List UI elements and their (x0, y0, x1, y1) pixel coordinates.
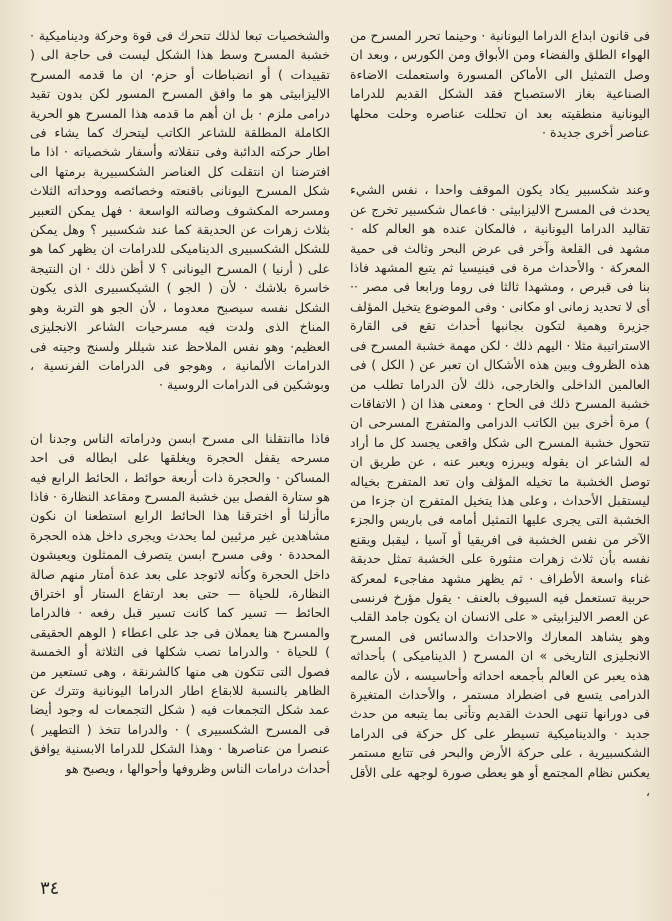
right-column (350, 26, 650, 801)
left-paragraph-1: والشخصيات تبعا لذلك تتحرك فى قوة وحركة وديناميكية · خشبة المسرح وسط هذا الشكل ليست فى حاجة الى ( تقييدات ) أو انضباطات أو حزم· ان ما قدمه المسرح الاليزابيثى هو ما وافق المسرح المسور لكن بدون تقيد درامى ملزم · بل ان أهم ما قدمه هذا المسرح هو الحرية الكاملة المطلقة للشاعر الكاتب ليتحرك كما يشاء فى اطار حركته الدائبة وفى تنقلاته وأسفار شخصياته · اذا ما افترضنا ان انتقلت كل العناصر الشكسبيرية برمتها الى شكل المسرح اليونانى باقنعته وخصائصه ووحداته الثلاث ومسرحه المكشوف وصالته الواسعة · فهل يمكن التعبير بثلاث زهرات عن الحديقة كما عند شكسبير ؟ وهل يمكن للشكل الشكسبيرى الديناميكى للدرامات ان يظهر كما هو على ( أرنيا ) المسرح اليونانى ؟ لا أظن ذلك · ان النتيجة خاسرة بلاشك · لأن ( الجو ) الشيكسبيرى الذى يكون الشكل نفسه سيصبح معدوما ، لأن الجو هو التربة وهو المناخ الذى ولدت فيه مسرحيات الشاعر الانجليزى العظيم· وهو نفس الملاحظ عند شيللر ولسنج وجيته فى الدرامات الألمانية ، وهوجو فى الدرامات الفرنسية ، وبوشكين فى الدرامات الروسية · (30, 28, 330, 393)
right-paragraph-2: وعند شكسبير يكاد يكون الموقف واحدا ، نفس الشيء يحدث فى المسرح الاليزابيثى · فاعمال شكسبير تخرج عن تقاليد الدراما اليونانية ، فالمكان عنده هو العالم كله · مشهد فى القلعة وآخر فى عرض البحر وثالث فى حمية المعركة · والأحداث مرة فى فينيسيا ثم يتبع المشهد فاذا بنا فى قبرص ، ومشهدا ثالثا فى روما ورابعا فى مصر ·· أى لا تحديد زمانى او مكانى · وفى الموضوع يتخيل المؤلف جزيرة وهمية لتكون بجانبها أحداث تقع فى القارة الاستراتيبة مثلا · اليهم ذلك · لكن مهمة خشبة المسرح فى هذه الظروف وبين هذه الأشكال ان تعبر عن ( الكل ) فى العالمين الداخلى والخارجى، ذلك لأن الدراما تطلب من خشبة المسرح ذلك فى الحاح · ومعنى هذا ان ( الاتفاقات ) مرة أخرى بين الكاتب الدرامى والمتفرج المسرحى ان تتحول خشبة المسرح الى شكل واقعى يجسد كل ما أراد له الشاعر ان يقوله ويبرزه ويعبر عنه ، عن طريق ان توصل الخشبة ما تخيله المؤلف وان تعد المتفرج بخياله ليستقبل الأحداث ، وعلى هذا يتخيل المتفرج ان جزءا من الخشبة التى يجرى عليها التمثيل أمامه فى باريس والجزء الآخر من نفس الخشبة فى افريقيا أو آسيا ، ليقبل ويقنع نفسه بأن ثلاث زهرات منثورة على الخشبة تمثل حديقة غناء واسعة الأطراف · ثم يظهر مشهد مفاجىء لمعركة حربية تستعمل فيه السيوف بالعنف · يقول مؤرخ فرنسى عن العصر الاليزابيثى « على الانسان ان يكون جامد القلب وهو يشاهد المعارك والاحداث والدسائس فى المسرح الانجليزى التاريخى » ان المسرح ( الديناميكى ) بأحداثه هذه يعبر عن العالم بأجمعه احداثه وأحاسيسه ، لأن عالمه الدرامى يتسع فى اضطراد مستمر ، والأحداث المتغيرة فى دورانها تنهى الحدث القديم وتأتى بما يتبعه من حدث جديد · والديناميكية تسيطر على كل حركة فى الدراما الشكسبيرية ، على حركة الأرض والبحر فى تتابع مستمر يعكس نظام المجتمع أو هو يعطى صورة لوجهه على الأقل ، (350, 182, 650, 800)
left-paragraph-2: فاذا ماانتقلنا الى مسرح ابسن ودراماته الناس وجدنا ان مسرحه يقفل الحجرة ويغلقها على ابطاله فى احد المساكن · والحجرة ذات أربعة حوائط ، الحائط الرابع فيه هو ستارة الفصل بين خشبة المسرح ومقاعد النظارة · فاذا ماأزلنا أو اخترقنا هذا الحائط الرابع استطعنا ان نكون مشاهدين غير مرئيين لما يحدث ويجرى داخل هذه الحجرة المحددة · وفى مسرح ابسن يتصرف الممثلون ويعيشون داخل الحجرة وكأنه لاتوجد على بعد عدة أمتار منهم صالة النظارة، للحياة — حتى بعد ارتفاع الستار أو اختراق الحائط — تسير كما كانت تسير قبل رفعه · فالدراما والمسرح هنا يعملان فى جد على اعطاء ( الوهم الحقيقى ) للحياة · والدراما تصب شكلها فى الثلاثة أو الخمسة فصول التى تتكون هى منها كالشرنقة ، وهى تستعير من الظاهر بالنسبة للابقاع اطار الدراما اليونانية وتترك عن عمد شكل التجمعات فيه ( شكل التجمعات له وجود أيضا فى المسرح الشكسبيرى ) · والدراما تتخذ ( التطهير ) عنصرا من عناصرها · وهذا الشكل للدراما الابسنية يوافق أحداث درامات الناس وظروفها وأحوالها ، ويصبح هو (30, 430, 330, 776)
left-column (30, 26, 330, 778)
right-paragraph-1: فى قانون ابداع الدراما اليونانية · وحينما تحرر المسرح من الهواء الطلق والفضاء ومن الأبواق ومن الكورس ، وبعد ان وصل التمثيل الى الأماكن المسورة واستعملت الاضاءة الصناعية بغاز الاستصباح فقد الشكل القديم للدراما اليونانية منطقيته بعد ان تحللت عناصره وحلت محلها عناصر أخرى جديدة · (350, 28, 650, 141)
page-number: ٣٤ (40, 878, 60, 899)
